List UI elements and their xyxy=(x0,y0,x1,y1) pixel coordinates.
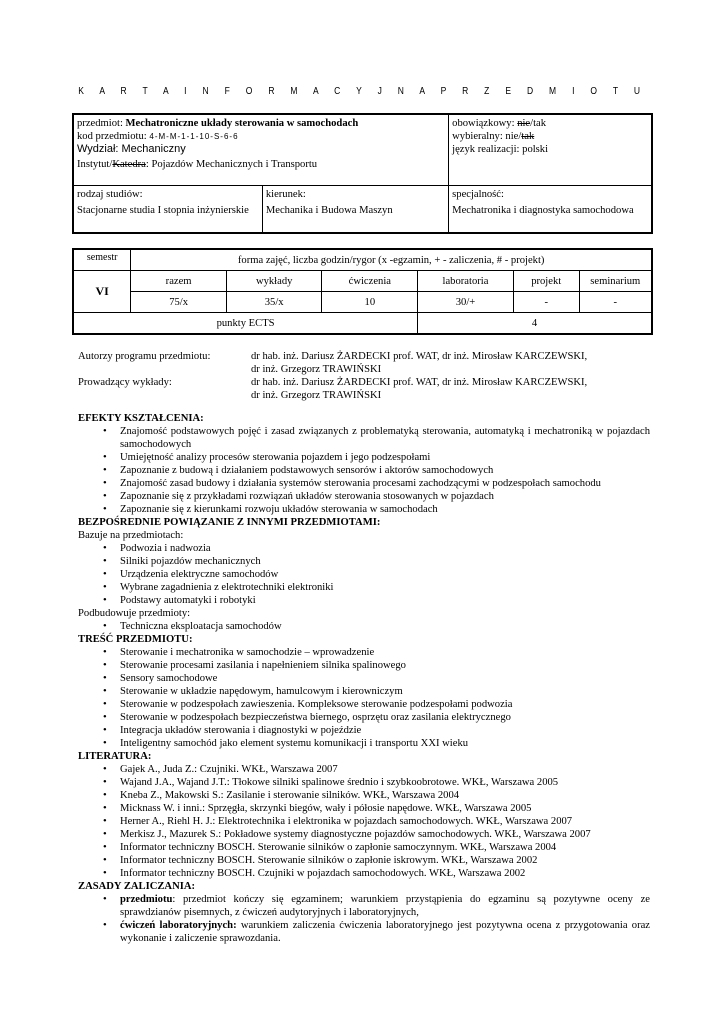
list-item: • Wajand J.A., Wajand J.T.: Tłokowe silniki spalinowe średnio i szybkoobrotowe. WKŁ, Warszawa 2005 xyxy=(103,777,559,788)
list-item: • Inteligentny samochód jako element systemu komunikacji i transportu XXI wieku xyxy=(103,738,469,749)
list-item: • Umiejętność analizy procesów sterowania pojazdem i jego podzespołami xyxy=(103,452,431,463)
list-item: • Sterowanie i mechatronika w samochodzie – wprowadzenie xyxy=(103,647,375,658)
hours-cell: - xyxy=(513,292,579,313)
bullet-icon: • xyxy=(103,543,107,554)
list-item: • Techniczna eksploatacja samochodów xyxy=(103,621,282,632)
hours-cell: - xyxy=(579,292,652,313)
bullet-icon: • xyxy=(103,582,107,593)
list-item: • Herner A., Riehl H. J.: Elektrotechnika i elektronika w pojazdach samochodowych. WKŁ, Warszawa 2007 xyxy=(103,816,573,827)
hours-cell: 35/x xyxy=(226,292,322,313)
ects-value: 4 xyxy=(418,313,652,335)
rodzaj-cell: rodzaj studiów: Stacjonarne studia I stopnia inżynierskie xyxy=(73,186,262,234)
bullet-icon: • xyxy=(103,569,107,580)
forma-header: forma zajęć, liczba godzin/rygor (x -egzamin, + - zaliczenia, # - projekt) xyxy=(131,249,652,271)
list-item: • Urządzenia elektryczne samochodów xyxy=(103,569,279,580)
kod-line: kod przedmiotu: 4-M-M-1-1-10-S-6-6 xyxy=(77,131,239,142)
list-item: • Micknass W. i inni.: Sprzęgła, skrzynki biegów, wały i półosie napędowe. WKŁ, Warszawa 2005 xyxy=(103,803,532,814)
list-item: • Podstawy automatyki i robotyki xyxy=(103,595,256,606)
bullet-icon: • xyxy=(103,647,107,658)
bullet-icon: • xyxy=(103,777,107,788)
semestr-header: semestr xyxy=(73,249,131,271)
column-header: projekt xyxy=(513,271,579,292)
bullet-icon: • xyxy=(103,868,107,879)
hours-cell: 10 xyxy=(322,292,418,313)
literatura-list xyxy=(78,763,650,880)
bazuje-list xyxy=(78,542,650,607)
instytut-line: Instytut/Katedra: Pojazdów Mechanicznych i Transportu xyxy=(77,159,318,170)
list-item: • Wybrane zagadnienia z elektrotechniki elektroniki xyxy=(103,582,334,593)
przedmiot-line: przedmiot: Mechatroniczne układy sterowania w samochodach xyxy=(77,118,359,129)
list-item: • Informator techniczny BOSCH. Sterowanie silników o zapłonie samoczynnym. WKŁ, Warszawa 2004 xyxy=(103,842,557,853)
bullet-icon: • xyxy=(103,894,107,905)
hours-cell: 75/x xyxy=(131,292,227,313)
efekty-heading: EFEKTY KSZTAŁCENIA: xyxy=(78,413,204,424)
semester-value: VI xyxy=(73,271,131,313)
list-item: • Sensory samochodowe xyxy=(103,673,218,684)
list-item: • przedmiotu: przedmiot kończy się egzaminem; warunkiem przystąpienia do egzaminu są pozytywne oceny ze sprawdzianów pisemnych, z ćwiczeń audytoryjnych i laboratoryjnych, xyxy=(103,894,650,918)
bullet-icon: • xyxy=(103,842,107,853)
specjalnosc-cell: specjalność: Mechatronika i diagnostyka samochodowa xyxy=(449,186,652,234)
list-item: • Kneba Z., Makowski S.: Zasilanie i sterowanie silników. WKŁ, Warszawa 2004 xyxy=(103,790,460,801)
authors-section xyxy=(78,350,658,402)
obowiazkowy-line: obowiązkowy: nie/tak xyxy=(452,118,547,129)
bullet-icon: • xyxy=(103,920,107,931)
document-title: K A R T A I N F O R M A C Y J N A P R Z E D M I O T U xyxy=(78,86,647,97)
course-info-table xyxy=(72,113,653,234)
list-item: • Sterowanie w podzespołach bezpieczeństwa biernego, osprzętu oraz zasilania elektrycznego xyxy=(103,712,511,723)
column-header: laboratoria xyxy=(418,271,514,292)
hours-cell: 30/+ xyxy=(418,292,514,313)
column-header: ćwiczenia xyxy=(322,271,418,292)
kierunek-cell: kierunek: Mechanika i Budowa Maszyn xyxy=(262,186,448,234)
zasady-list xyxy=(78,893,650,945)
bullet-icon: • xyxy=(103,803,107,814)
list-item: • Informator techniczny BOSCH. Czujniki w pojazdach samochodowych. WKŁ, Warszawa 2002 xyxy=(103,868,526,879)
bullet-icon: • xyxy=(103,621,107,632)
list-item: • Merkisz J., Mazurek S.: Pokładowe systemy diagnostyczne pojazdów samochodowych. WKŁ, Warszawa 2007 xyxy=(103,829,591,840)
powiazanie-heading: BEZPOŚREDNIE POWIĄZANIE Z INNYMI PRZEDMIOTAMI: xyxy=(78,517,381,528)
list-item: • Znajomość zasad budowy i działania systemów sterowania procesami zachodzącymi w podzespołach samochodu xyxy=(103,478,601,489)
bullet-icon: • xyxy=(103,595,107,606)
list-item: • Integracja układów sterowania i diagnostyki w pojeździe xyxy=(103,725,362,736)
list-item: • Informator techniczny BOSCH. Sterowanie silników o zapłonie iskrowym. WKŁ, Warszawa 2002 xyxy=(103,855,538,866)
list-item: • Zapoznanie się z kierunkami rozwoju układów sterowania w samochodach xyxy=(103,504,438,515)
column-header: wykłady xyxy=(226,271,322,292)
bullet-icon: • xyxy=(103,556,107,567)
list-item: • Sterowanie w układzie napędowym, hamulcowym i kierowniczym xyxy=(103,686,403,697)
bullet-icon: • xyxy=(103,491,107,502)
bullet-icon: • xyxy=(103,738,107,749)
bullet-icon: • xyxy=(103,465,107,476)
podbudowuje-label: Podbudowuje przedmioty: xyxy=(78,608,191,619)
autorzy-row: Autorzy programu przedmiotu: dr hab. inż. Dariusz ŻARDECKI prof. WAT, dr inż. Mirosław KARCZEWSKI, dr inż. Grzegorz TRAWIŃSKI xyxy=(78,351,588,375)
bullet-icon: • xyxy=(103,452,107,463)
bazuje-label: Bazuje na przedmiotach: xyxy=(78,530,184,541)
course-code: 4-M-M-1-1-10-S-6-6 xyxy=(149,132,239,141)
efekty-list xyxy=(78,425,650,516)
list-item: • Sterowanie w podzespołach zawieszenia. Kompleksowe sterowanie podzespołami podwozia xyxy=(103,699,513,710)
course-name: Mechatroniczne układy sterowania w samochodach xyxy=(125,118,359,129)
zasady-heading: ZASADY ZALICZANIA: xyxy=(78,881,196,892)
podbudowuje-list xyxy=(78,620,650,633)
column-header: razem xyxy=(131,271,227,292)
bullet-icon: • xyxy=(103,504,107,515)
tresc-list xyxy=(78,646,650,750)
bullet-icon: • xyxy=(103,790,107,801)
list-item: • Znajomość podstawowych pojęć i zasad związanych z problematyką sterowania, automatyką i mechatroniką w pojazdach samochodowych xyxy=(103,426,650,450)
prowadzacy-row: Prowadzący wykłady: dr hab. inż. Dariusz ŻARDECKI prof. WAT, dr inż. Mirosław KARCZEWSKI, dr inż. Grzegorz TRAWIŃSKI xyxy=(78,377,588,401)
bullet-icon: • xyxy=(103,725,107,736)
wydzial-line: Wydział: Mechaniczny xyxy=(77,143,186,155)
bullet-icon: • xyxy=(103,699,107,710)
bullet-icon: • xyxy=(103,764,107,775)
bullet-icon: • xyxy=(103,829,107,840)
list-item: • Gajek A., Juda Z.: Czujniki. WKŁ, Warszawa 2007 xyxy=(103,764,338,775)
jezyk-line: język realizacji: polski xyxy=(452,144,549,155)
wybieralny-line: wybieralny: nie/tak xyxy=(452,131,535,142)
course-identity-cell xyxy=(73,114,449,186)
list-item: • Sterowanie procesami zasilania i napełnieniem silnika spalinowego xyxy=(103,660,406,671)
list-item: • Zapoznanie z budową i działaniem podstawowych sensorów i aktorów samochodowych xyxy=(103,465,494,476)
literatura-heading: LITERATURA: xyxy=(78,751,152,762)
bullet-icon: • xyxy=(103,660,107,671)
list-item: • Silniki pojazdów mechanicznych xyxy=(103,556,261,567)
bullet-icon: • xyxy=(103,855,107,866)
column-header: seminarium xyxy=(579,271,652,292)
bullet-icon: • xyxy=(103,686,107,697)
bullet-icon: • xyxy=(103,816,107,827)
tresc-heading: TREŚĆ PRZEDMIOTU: xyxy=(78,634,193,645)
bullet-icon: • xyxy=(103,426,107,437)
bullet-icon: • xyxy=(103,673,107,684)
bullet-icon: • xyxy=(103,712,107,723)
course-type-cell xyxy=(449,114,652,186)
semester-hours-table xyxy=(72,248,653,335)
list-item: • Zapoznanie się z przykładami rozwiązań układów sterowania stosowanych w pojazdach xyxy=(103,491,494,502)
list-item: • Podwozia i nadwozia xyxy=(103,543,211,554)
bullet-icon: • xyxy=(103,478,107,489)
list-item: • ćwiczeń laboratoryjnych: warunkiem zaliczenia ćwiczenia laboratoryjnego jest pozytywna ocena z przygotowania oraz wykonanie i zaliczenie sprawozdania. xyxy=(103,920,651,944)
syllabus-content xyxy=(78,412,650,945)
ects-label: punkty ECTS xyxy=(73,313,418,335)
